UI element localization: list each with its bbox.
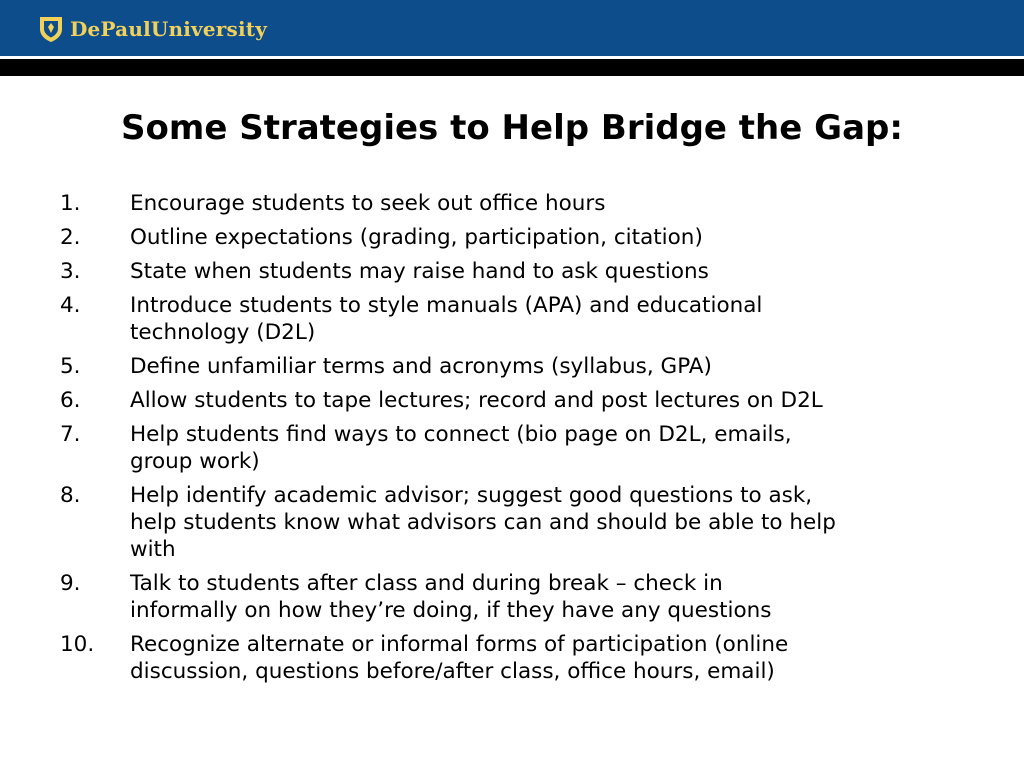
item-number: 3. (60, 259, 81, 284)
item-number: 8. (60, 483, 81, 508)
item-number: 9. (60, 571, 81, 596)
header-black-band (0, 59, 1024, 76)
item-text: Help identify academic advisor; suggest good questions to ask, help students know what advisors can and should be able to help with (130, 483, 836, 562)
list-item (60, 482, 980, 563)
list-item (60, 190, 980, 217)
item-text: State when students may raise hand to ask questions (130, 259, 709, 284)
logo-text-second: University (150, 17, 268, 41)
university-logo (38, 14, 267, 44)
slide-title: Some Strategies to Help Bridge the Gap: (121, 108, 903, 148)
logo-text-main: DePaul (70, 17, 151, 41)
list-item (60, 631, 980, 685)
item-text: Outline expectations (grading, participation, citation) (130, 225, 703, 250)
item-number: 10. (60, 632, 95, 657)
item-text: Recognize alternate or informal forms of participation (online discussion, questions before/after class, office hours, email) (130, 632, 789, 684)
list-item (60, 224, 980, 251)
list-item (60, 421, 980, 475)
item-text: Allow students to tape lectures; record and post lectures on D2L (130, 388, 823, 413)
item-number: 6. (60, 388, 81, 413)
list-item (60, 258, 980, 285)
item-number: 1. (60, 191, 81, 216)
item-text: Help students find ways to connect (bio page on D2L, emails, group work) (130, 422, 792, 474)
item-number: 4. (60, 293, 81, 318)
depaul-shield-icon (38, 15, 64, 43)
list-item (60, 292, 980, 346)
list-item (60, 387, 980, 414)
item-number: 7. (60, 422, 81, 447)
list-item (60, 353, 980, 380)
item-number: 5. (60, 354, 81, 379)
item-text: Talk to students after class and during break – check in informally on how they’re doing, if they have any questions (130, 571, 772, 623)
strategy-list (60, 190, 980, 692)
item-text: Encourage students to seek out office hours (130, 191, 606, 216)
item-text: Introduce students to style manuals (APA) and educational technology (D2L) (130, 293, 763, 345)
header-bar (0, 0, 1024, 56)
item-number: 2. (60, 225, 81, 250)
list-item (60, 570, 980, 624)
item-text: Define unfamiliar terms and acronyms (syllabus, GPA) (130, 354, 712, 379)
logo-text (70, 17, 267, 41)
